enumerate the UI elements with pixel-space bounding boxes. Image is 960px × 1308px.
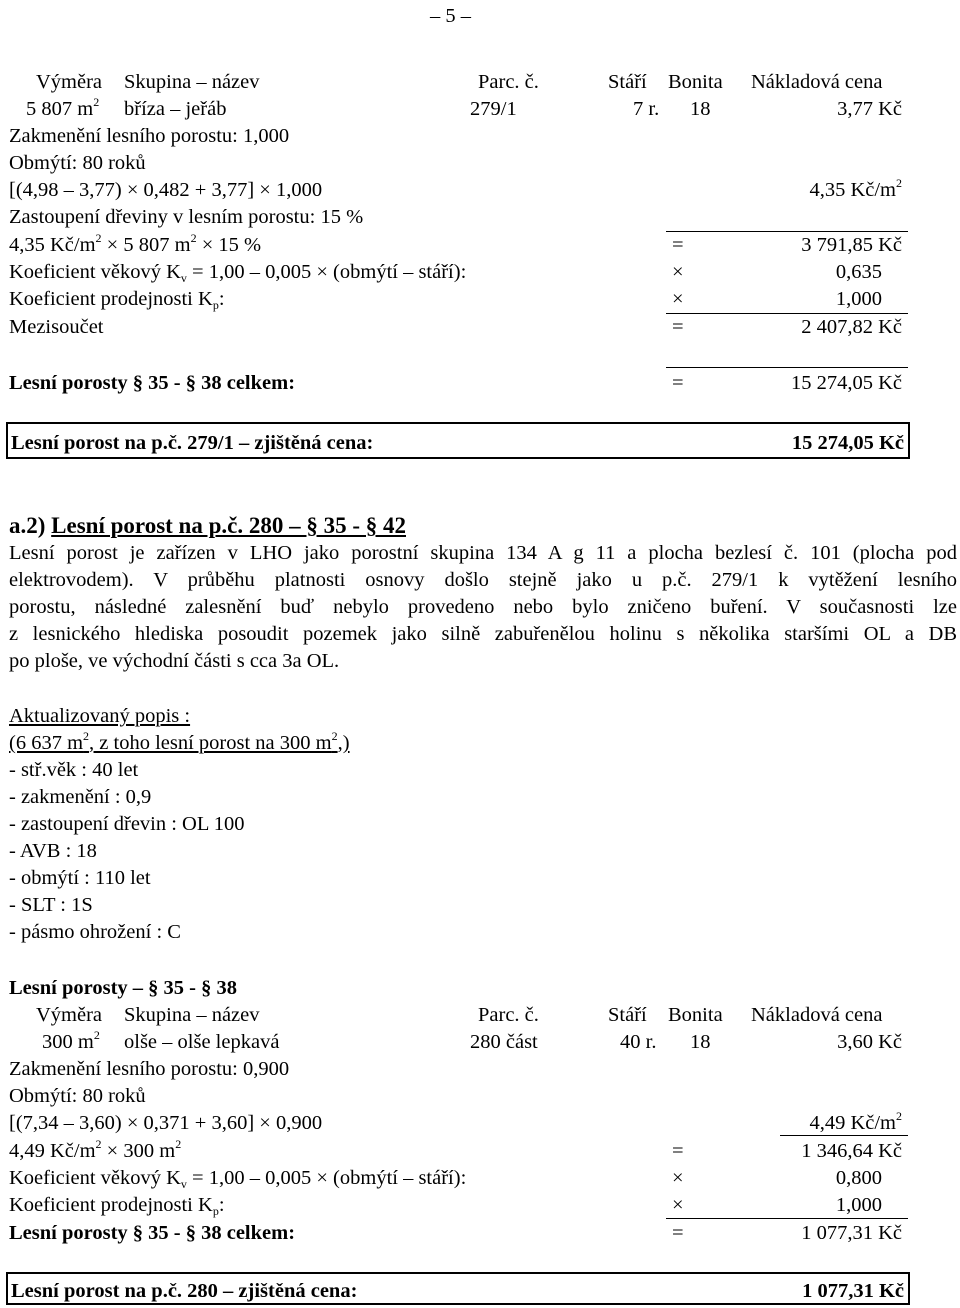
kp-value: 1,000: [835, 1194, 882, 1216]
kv-op: ×: [672, 1167, 684, 1189]
total-op: =: [672, 1222, 684, 1244]
total-value: 1 077,31 Kč: [801, 1222, 902, 1244]
mezisoucet-value: 2 407,82 Kč: [801, 316, 902, 338]
paragraph-line: po ploše, ve východní části s cca 3a OL.: [9, 650, 340, 672]
mezisoucet-op: =: [672, 316, 684, 338]
kv-line: Koeficient věkový $K_v = 1,00 - 0,005$ × (obmýtí – stáří):: [9, 261, 467, 285]
col-header-stari: Stáří: [608, 1004, 647, 1026]
formula-result: 4,35 $Kč/m^2$: [809, 176, 902, 201]
mezisoucet-label: Mezisoučet: [9, 316, 104, 338]
kv-op: ×: [672, 261, 684, 283]
paragraph-line: elektrovodem). V průběhu platnosti osnovy došlo stejně jako u p.č. 279/1 k vytěžení lesního: [9, 569, 957, 591]
cell-area: 300 $m^2$: [42, 1028, 100, 1053]
calc-value: 1 346,64 Kč: [801, 1140, 902, 1162]
list-item: - SLT : 1S: [9, 894, 93, 916]
list-item: - obmýtí : 110 let: [9, 867, 151, 889]
updated-title: Aktualizovaný popis :: [9, 705, 191, 727]
kv-value: 0,800: [835, 1167, 882, 1189]
calc-line: 4,49 $Kč/m^2 \times 300$ $m^2$: [9, 1137, 182, 1162]
final-price-box: [6, 1272, 910, 1305]
final-price-label: Lesní porost na p.č. 279/1 – zjištěná cena:: [11, 432, 374, 454]
col-header-parc: Parc. č.: [478, 1004, 539, 1026]
paragraph-line: Lesní porost je zařízen v LHO jako porostní skupina 134 A g 11 a plocha bezlesí č. 101 (plocha pod: [9, 542, 957, 564]
obmyti-line: Obmýtí: 80 roků: [9, 1085, 146, 1107]
calc-value: 3 791,85 Kč: [801, 234, 902, 256]
kp-value: 1,000: [835, 288, 882, 310]
updated-area: (6 637 $m^2$, z toho lesní porost na 300 $m^2$,): [9, 729, 350, 754]
kp-op: ×: [672, 288, 684, 310]
kp-line: Koeficient prodejnosti $K_p$:: [9, 288, 225, 312]
divider-line: [666, 367, 908, 368]
list-item: - zastoupení dřevin : OL 100: [9, 813, 245, 835]
kp-line: Koeficient prodejnosti $K_p$:: [9, 1194, 225, 1218]
col-header-skupina: Skupina – název: [124, 71, 260, 93]
section-heading: a.2) Lesní porost na p.č. 280 – § 35 - § 42: [9, 513, 406, 538]
col-header-bonita: Bonita: [668, 71, 723, 93]
total-op: =: [672, 372, 684, 394]
calc-op: =: [672, 1140, 684, 1162]
list-item: - zakmenění : 0,9: [9, 786, 152, 808]
final-price-value: 1 077,31 Kč: [802, 1280, 904, 1302]
list-item: - pásmo ohrožení : C: [9, 921, 181, 943]
kp-op: ×: [672, 1194, 684, 1216]
cell-bonita: 18: [690, 1031, 711, 1053]
cell-price: 3,77 Kč: [837, 98, 902, 120]
final-price-label: Lesní porost na p.č. 280 – zjištěná cena:: [11, 1280, 358, 1302]
total-value: 15 274,05 Kč: [790, 372, 902, 394]
divider-line: [666, 313, 908, 314]
cell-area: 5 807 $m^2$: [26, 95, 100, 120]
cell-bonita: 18: [690, 98, 711, 120]
cell-parcel: 279/1: [470, 98, 517, 120]
obmyti-line: Obmýtí: 80 roků: [9, 152, 146, 174]
col-header-bonita: Bonita: [668, 1004, 723, 1026]
zakmeneni-line: Zakmenění lesního porostu: 0,900: [9, 1058, 290, 1080]
cell-group: olše – olše lepkavá: [124, 1031, 280, 1053]
col-header-stari: Stáří: [608, 71, 647, 93]
final-price-value: 15 274,05 Kč: [791, 432, 904, 454]
divider-line: [666, 1218, 908, 1219]
cell-price: 3,60 Kč: [837, 1031, 902, 1053]
paragraph-line: porostu, následné zalesnění buď nebylo provedeno nebo bylo zničeno buření. V současnosti lze: [9, 596, 957, 618]
page-number: – 5 –: [430, 5, 471, 27]
col-header-cena: Nákladová cena: [751, 71, 883, 93]
zastoupeni-line: Zastoupení dřeviny v lesním porostu: 15 %: [9, 206, 364, 228]
final-price-box: [6, 422, 910, 459]
formula-result: 4,49 $Kč/m^2$: [809, 1109, 902, 1134]
list-item: - AVB : 18: [9, 840, 97, 862]
col-header-vymera: Výměra: [36, 71, 103, 93]
kv-value: 0,635: [835, 261, 882, 283]
total-label: Lesní porosty § 35 - § 38 celkem:: [9, 1222, 296, 1244]
kv-line: Koeficient věkový $K_v = 1,00 - 0,005$ × (obmýtí – stáří):: [9, 1167, 467, 1191]
divider-line: [666, 231, 908, 232]
cell-parcel: 280 část: [470, 1031, 538, 1053]
col-header-cena: Nákladová cena: [751, 1004, 883, 1026]
total-label: Lesní porosty § 35 - § 38 celkem:: [9, 372, 296, 394]
block2-title: Lesní porosty – § 35 - § 38: [9, 977, 237, 999]
list-item: - stř.věk : 40 let: [9, 759, 139, 781]
col-header-skupina: Skupina – název: [124, 1004, 260, 1026]
cell-age: 40 r.: [620, 1031, 657, 1053]
divider-line: [780, 1135, 908, 1136]
formula-line: [(4,98 – 3,77) × 0,482 + 3,77] × 1,000: [9, 179, 323, 201]
formula-line: [(7,34 – 3,60) × 0,371 + 3,60] × 0,900: [9, 1112, 323, 1134]
cell-age: 7 r.: [633, 98, 660, 120]
col-header-vymera: Výměra: [36, 1004, 103, 1026]
calc-line: 4,35 $Kč/m^2 \times 5$ 807 $m^2 \times 15$ %: [9, 231, 262, 256]
col-header-parc: Parc. č.: [478, 71, 539, 93]
paragraph-line: z lesnického hlediska posoudit pozemek jako silně zabuřenělou holinu s několika staršími OL a DB: [9, 623, 957, 645]
calc-op: =: [672, 234, 684, 256]
zakmeneni-line: Zakmenění lesního porostu: 1,000: [9, 125, 290, 147]
cell-group: bříza – jeřáb: [124, 98, 227, 120]
